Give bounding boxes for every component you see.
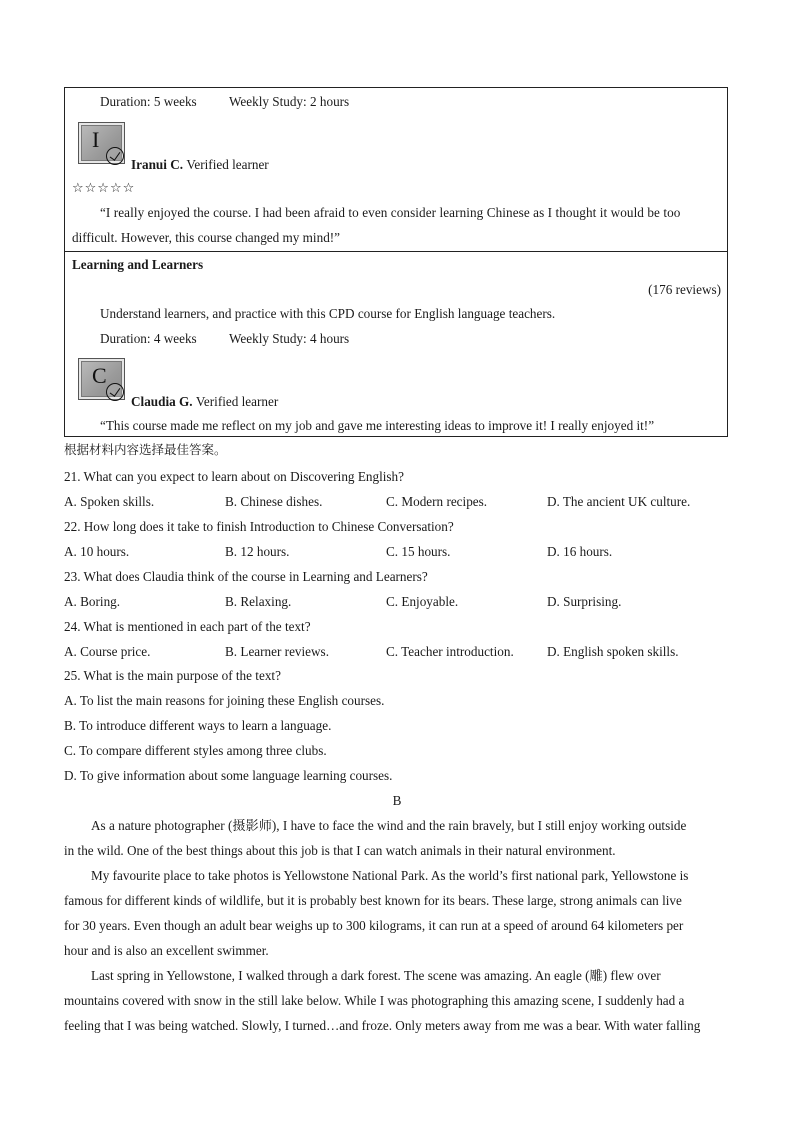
reviewer-name: Iranui C. [131,157,184,172]
option-c: C. Modern recipes. [386,494,488,509]
avatar-letter: C [92,363,107,388]
course2-title: Learning and Learners [72,257,204,272]
course2-duration: Duration: 4 weeks [100,331,197,346]
review-quote-line: “I really enjoyed the course. I had been afraid to even consider learning Chinese as I thought it would be too [100,205,681,220]
option-b: B. To introduce different ways to learn a language. [64,718,332,733]
option-b: B. Relaxing. [225,594,292,609]
passage-line: for 30 years. Even though an adult bear weighs up to 300 kilograms, it can run at a speed of around 64 kilometers per [64,918,684,933]
course1-duration: Duration: 5 weeks [100,94,197,109]
option-c: C. To compare different styles among three clubs. [64,743,327,758]
option-c: C. 15 hours. [386,544,451,559]
option-a: A. To list the main reasons for joining these English courses. [64,693,385,708]
verified-check-icon [106,383,124,401]
avatar-letter: I [92,127,100,152]
option-c: C. Enjoyable. [386,594,459,609]
option-b: B. Learner reviews. [225,644,329,659]
passage-line: feeling that I was being watched. Slowly, I turned…and froze. Only meters away from me was a bear. With water falling [64,1018,701,1033]
passage-line: famous for different kinds of wildlife, but it is probably best known for its bears. These large, strong animals can live [64,893,682,908]
question-stem: 23. What does Claudia think of the course in Learning and Learners? [64,569,428,584]
question-stem: 21. What can you expect to learn about on Discovering English? [64,469,404,484]
star-rating: ☆☆☆☆☆ [72,181,136,196]
question-stem: 22. How long does it take to finish Introduction to Chinese Conversation? [64,519,454,534]
option-c: C. Teacher introduction. [386,644,514,659]
row-divider [65,251,727,252]
course-reviews-box [64,87,728,437]
option-a: A. Course price. [64,644,151,659]
option-b: B. Chinese dishes. [225,494,323,509]
review-quote: “This course made me reflect on my job and gave me interesting ideas to improve it! I really enjoyed it!” [100,418,655,433]
passage-line: hour and is also an excellent swimmer. [64,943,269,958]
verified-check-icon [106,147,124,165]
option-a: A. Boring. [64,594,121,609]
reviewer-avatar-iranui [78,122,125,164]
course2-review-count: (176 reviews) [648,282,721,297]
verified-label: Verified learner [186,157,269,172]
passage-line: Last spring in Yellowstone, I walked through a dark forest. The scene was amazing. An eagle (雕) flew over [91,968,661,983]
option-b: B. 12 hours. [225,544,290,559]
instruction: 根据材料内容选择最佳答案。 [64,442,227,457]
question-stem: 24. What is mentioned in each part of the text? [64,619,311,634]
course2-description: Understand learners, and practice with this CPD course for English language teachers. [100,306,556,321]
reviewer-name: Claudia G. [131,394,193,409]
passage-line: in the wild. One of the best things about this job is that I can watch animals in their natural environment. [64,843,616,858]
reviewer-line-iranui [131,158,269,171]
option-d: D. The ancient UK culture. [547,494,691,509]
passage-line: mountains covered with snow in the still lake below. While I was photographing this amazing scene, I suddenly had a [64,993,685,1008]
passage-line: My favourite place to take photos is Yellowstone National Park. As the world’s first national park, Yellowstone is [91,868,689,883]
option-d: D. To give information about some language learning courses. [64,768,393,783]
option-a: A. Spoken skills. [64,494,155,509]
option-d: D. 16 hours. [547,544,613,559]
reviewer-avatar-claudia [78,358,125,400]
verified-label: Verified learner [195,394,279,409]
course2-weekly-study: Weekly Study: 4 hours [229,331,350,346]
passage-line: As a nature photographer (摄影师), I have to face the wind and the rain bravely, but I still enjoy working outside [91,818,687,833]
section-label: B [392,793,402,808]
question-stem: 25. What is the main purpose of the text? [64,668,281,683]
reviewer-line-claudia [131,395,278,408]
option-d: D. Surprising. [547,594,622,609]
option-a: A. 10 hours. [64,544,130,559]
review-quote-line: difficult. However, this course changed my mind!” [72,230,341,245]
course1-weekly-study: Weekly Study: 2 hours [229,94,350,109]
option-d: D. English spoken skills. [547,644,679,659]
